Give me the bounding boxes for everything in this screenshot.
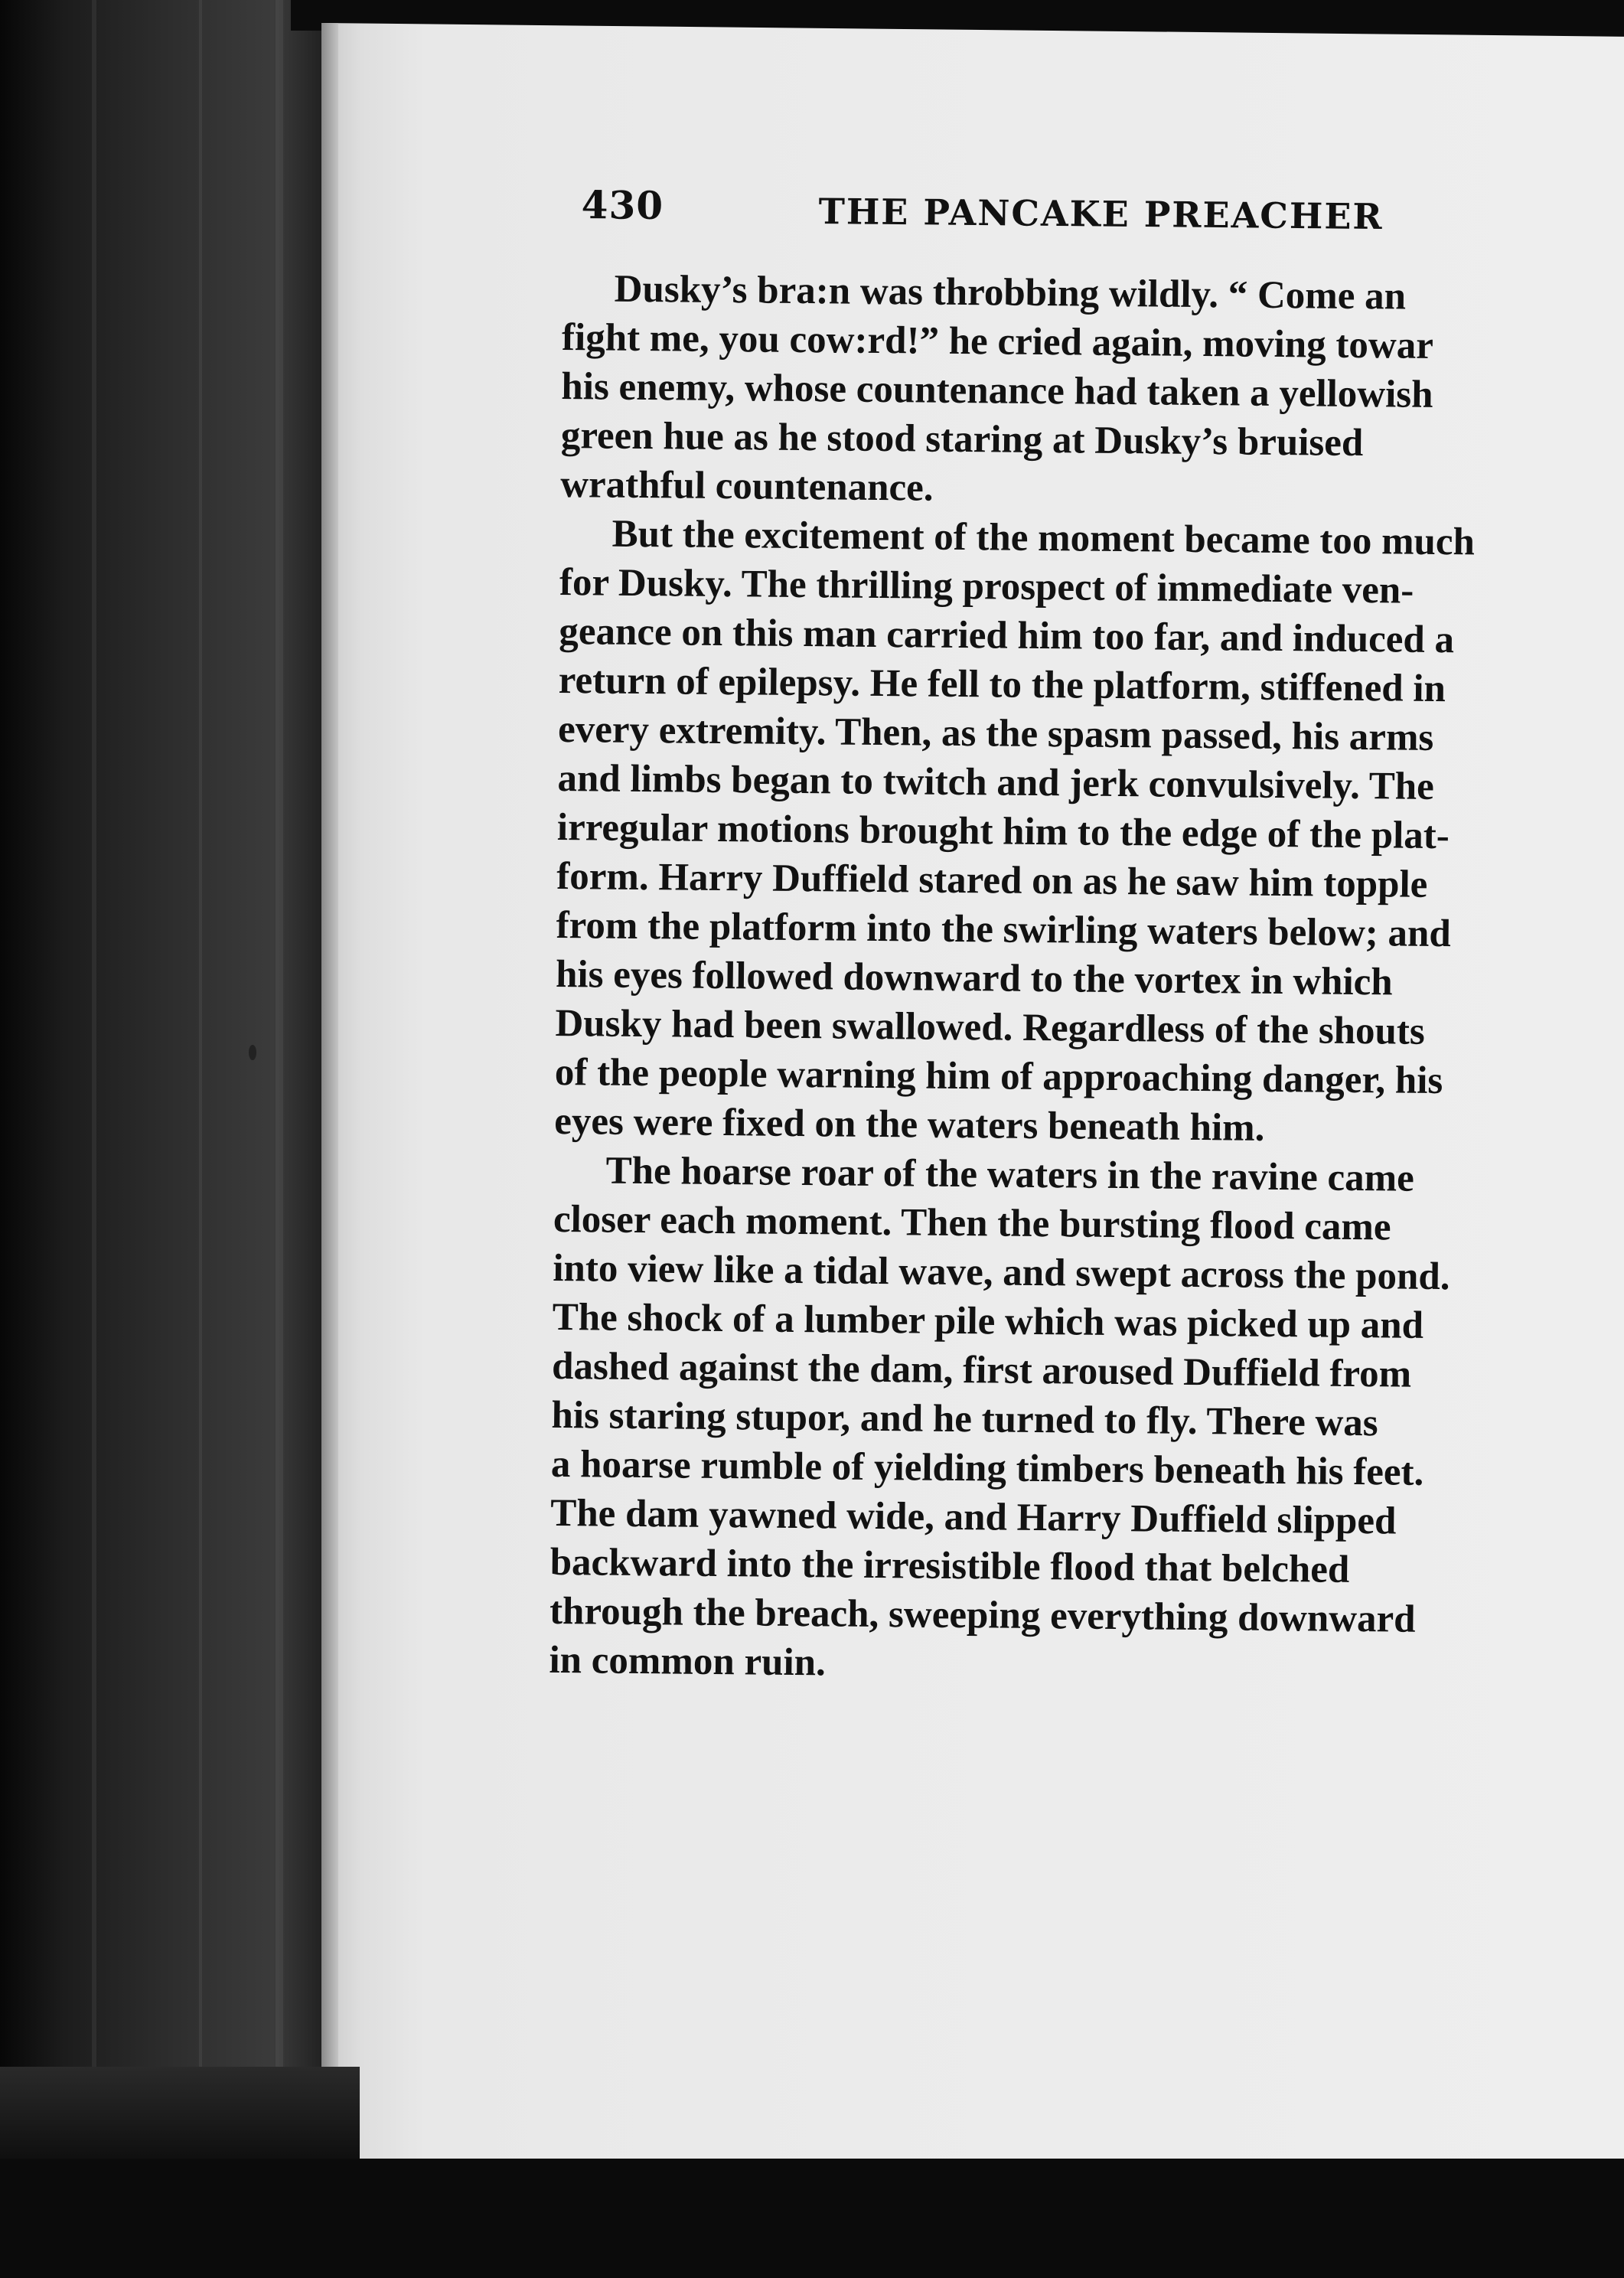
bottom-scan-border [0, 2159, 1624, 2278]
text-line: and limbs began to twitch and jerk convulsively. The [557, 756, 1435, 808]
text-line: green hue as he stood staring at Dusky’s bruised [560, 413, 1364, 465]
bottom-left-shadow [0, 2067, 360, 2174]
text-line: fight me, you cow:rd!” he cried again, moving towar [561, 315, 1434, 367]
text-line: Dusky’s bra:n was throbbing wildly. “ Come an [614, 267, 1407, 318]
page-edge [321, 23, 338, 2197]
text-line: for Dusky. The thrilling prospect of immediate ven- [559, 560, 1414, 612]
gutter-streak [199, 0, 202, 2278]
text-line: form. Harry Duffield stared on as he saw him topple [556, 854, 1428, 906]
text-line: The hoarse roar of the waters in the ravine came [605, 1149, 1415, 1200]
text-line: closer each moment. Then the bursting flood came [553, 1197, 1391, 1249]
text-line: Dusky had been swallowed. Regardless of the shouts [555, 1001, 1426, 1053]
text-line: from the platform into the swirling waters below; and [556, 903, 1452, 956]
text-line: a hoarse rumble of yielding timbers beneath his feet. [550, 1442, 1424, 1494]
body-text [549, 264, 1624, 1695]
text-line: return of epilepsy. He fell to the platform, stiffened in [558, 658, 1446, 711]
text-line: through the breach, sweeping everything downward [549, 1589, 1416, 1641]
scan-speck [249, 1045, 256, 1060]
text-line: into view like a tidal wave, and swept across the pond. [553, 1246, 1450, 1299]
text-line: his staring stupor, and he turned to fly. There was [551, 1393, 1378, 1445]
text-line: eyes were fixed on the waters beneath him. [553, 1099, 1265, 1150]
text-line: his eyes followed downward to the vortex in which [555, 952, 1393, 1004]
text-line: his enemy, whose countenance had taken a yellowish [561, 364, 1433, 416]
running-title: THE PANCAKE PREACHER [818, 190, 1384, 238]
text-line: But the excitement of the moment became too much [611, 512, 1476, 564]
page-number: 430 [581, 182, 664, 229]
text-line: irregular motions brought him to the edge of the plat- [556, 805, 1450, 858]
text-line: The shock of a lumber pile which was picked up and [552, 1295, 1424, 1347]
gutter-streak [276, 0, 283, 2278]
text-line: every extremity. Then, as the spasm passed, his arms [557, 707, 1434, 759]
book-gutter [0, 0, 321, 2278]
page-header [581, 182, 1624, 253]
text-line: backward into the irresistible flood that belched [549, 1540, 1350, 1591]
text-line: dashed against the dam, first aroused Duffield from [551, 1344, 1412, 1396]
text-line: wrathful countenance. [559, 462, 934, 510]
text-line: geance on this man carried him too far, and induced a [559, 609, 1455, 662]
text-line: The dam yawned wide, and Harry Duffield slipped [550, 1491, 1397, 1543]
text-line: of the people warning him of approaching danger, his [554, 1050, 1443, 1103]
text-line: in common ruin. [549, 1638, 827, 1685]
gutter-streak [92, 0, 96, 2278]
